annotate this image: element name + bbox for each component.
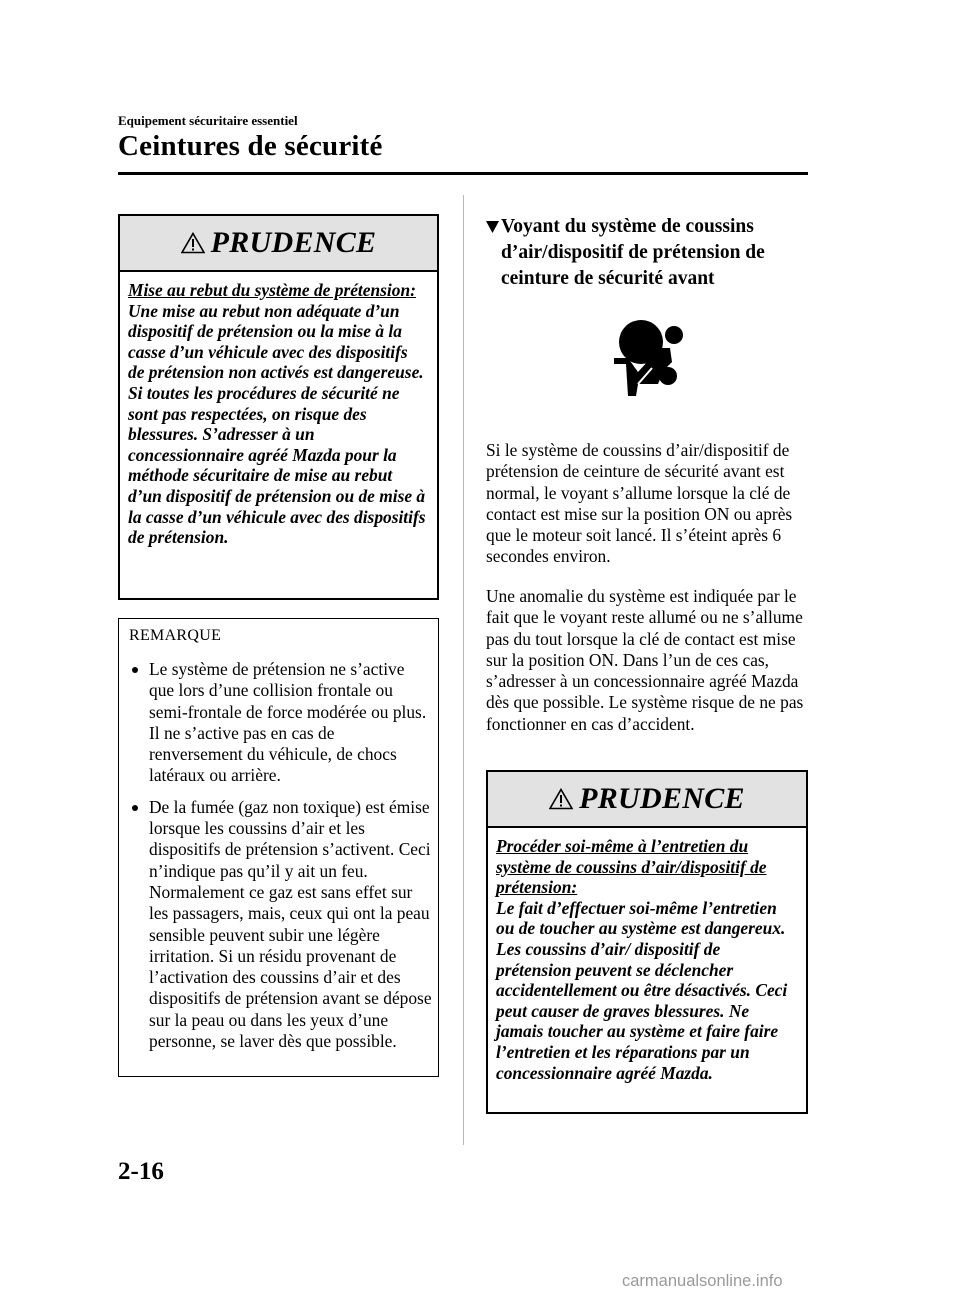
- caution-box-servicing: [486, 770, 808, 1114]
- section-heading-text: Voyant du système de coussins d’air/dispositif de prétension de ceinture de sécurité avant: [501, 216, 765, 289]
- caution-text: Une mise au rebut non adéquate d’un dispositif de prétension ou la mise à la casse d’un véhicule avec des dispositifs de prétension non activés est dangereuse. Si toutes les procédures de sécurité ne sont pas respectées, on risque des blessures. S’adresser à un concessionnaire agréé Mazda pour la méthode sécuritaire de mise au rebut d’un dispositif de prétension ou de mise à la casse d’un véhicule avec des dispositifs de prétension.: [128, 300, 426, 548]
- page-number: 2-16: [118, 1158, 164, 1185]
- bullet-icon: [132, 667, 138, 673]
- airbag-warning-icon: [612, 318, 687, 398]
- caution-header: [120, 216, 437, 272]
- caution-text: Le fait d’effectuer soi-même l’entretien ou de toucher au système est dangereux. Les coussins d’air/ dispositif de prétension peuvent se déclencher accidentellement ou être désactivés. Ceci peut causer de graves blessures. Ne jamais toucher au système et faire faire l’entretien et les réparations par un concessionnaire agréé Mazda.: [496, 897, 788, 1083]
- bullet-icon: [132, 805, 138, 811]
- warning-triangle-icon: [549, 788, 573, 810]
- caution-header: [488, 772, 806, 828]
- warning-triangle-icon: [181, 232, 205, 254]
- note-item: [129, 797, 432, 1053]
- paragraph-normal-operation: Si le système de coussins d’air/dispositif de prétension de ceinture de sécurité avant est normal, le voyant s’allume lorsque la clé de contact est mise sur la position ON ou après que le moteur soit lancé. Il s’éteint après 6 secondes environ.: [486, 440, 793, 567]
- page-title: Ceintures de sécurité: [118, 130, 383, 162]
- caution-heading: PRUDENCE: [579, 782, 745, 815]
- watermark: carmanualsonline.info: [622, 1272, 783, 1290]
- section-heading: [486, 214, 808, 292]
- caution-subtitle: Mise au rebut du système de prétension:: [128, 280, 416, 300]
- title-rule: [118, 172, 808, 175]
- note-heading: REMARQUE: [129, 627, 222, 644]
- note-list: [129, 659, 432, 1062]
- down-triangle-icon: [486, 221, 499, 233]
- note-item-text: De la fumée (gaz non toxique) est émise lorsque les coussins d’air et les dispositifs de prétension s’activent. Ceci n’indique pas qu’il y ait un feu. Normalement ce gaz est sans effet sur les passagers, mais, ceux qui ont la peau sensible peuvent subir une légère irritation. Si un résidu provenant de l’activation des coussins d’air et des dispositifs de prétension avant se dépose sur la peau ou dans les yeux d’une personne, se laver dès que possible.: [149, 796, 432, 1052]
- caution-box-disposal: [118, 214, 439, 600]
- section-label: Equipement sécuritaire essentiel: [118, 113, 298, 128]
- note-item: [129, 659, 432, 787]
- paragraph-malfunction: Une anomalie du système est indiquée par le fait que le voyant reste allumé ou ne s’allume pas du tout lorsque la clé de contact est mise sur la position ON. Dans l’un de ces cas, s’adresser à un concessionnaire agréé Mazda dès que possible. Le système risque de ne pas fonctionner en cas d’accident.: [486, 586, 804, 734]
- caution-body: [488, 828, 806, 1093]
- caution-subtitle: Procéder soi-même à l’entretien du système de coussins d’air/dispositif de prétension:: [496, 836, 767, 898]
- note-box: [118, 618, 439, 1077]
- caution-body: [120, 272, 437, 558]
- caution-heading: PRUDENCE: [210, 226, 377, 259]
- note-item-text: Le système de prétension ne s’active que lors d’une collision frontale ou semi-frontale de force modérée ou plus. Il ne s’active pas en cas de renversement du véhicule, de chocs latéraux ou arrière.: [149, 659, 427, 786]
- column-divider: [463, 195, 464, 1145]
